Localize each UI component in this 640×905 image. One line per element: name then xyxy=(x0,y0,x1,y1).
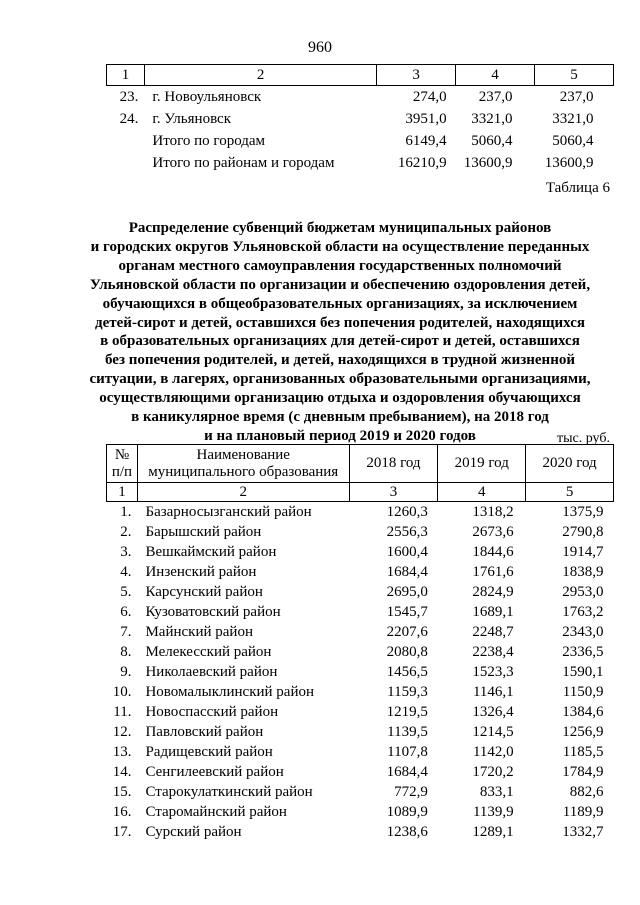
row-number: 8. xyxy=(120,643,132,660)
title-line: без попечения родителей, и детей, находящихся в трудной жизненной xyxy=(104,352,575,369)
value-2018: 1545,7 xyxy=(386,603,428,620)
municipality-name: Майнский район xyxy=(145,623,253,640)
value-2018: 1238,6 xyxy=(386,823,428,840)
value-2020: 882,6 xyxy=(569,783,604,800)
value-2018: 2695,0 xyxy=(386,583,428,600)
value-2018: 1684,4 xyxy=(386,763,428,780)
value-2019: 1146,1 xyxy=(472,683,514,700)
column-number: 4 xyxy=(438,483,526,502)
column-number: 2 xyxy=(137,483,349,502)
table-row xyxy=(107,662,614,682)
row-number: 13. xyxy=(112,743,132,760)
municipality-name: Базарносызганский район xyxy=(145,503,312,520)
municipality-name: Новомалыклинский район xyxy=(145,683,315,700)
row-number: 9. xyxy=(120,663,132,680)
header-row xyxy=(107,445,614,483)
table-row xyxy=(107,742,614,762)
value-2019: 1139,9 xyxy=(472,803,514,820)
municipality-name: Радищевский район xyxy=(145,743,273,760)
value-2019: 1214,5 xyxy=(472,723,514,740)
column-number-row xyxy=(107,65,614,86)
column-number: 2 xyxy=(144,65,376,86)
title-line: в каникулярное время (с дневным пребыванием), на 2018 год xyxy=(131,409,549,426)
total-2020: 13600,9 xyxy=(544,154,594,171)
total-row xyxy=(107,130,614,152)
value-2019: 3321,0 xyxy=(471,110,513,127)
value-2018: 1600,4 xyxy=(386,543,428,560)
value-2019: 1142,0 xyxy=(472,743,514,760)
table-row xyxy=(107,822,614,842)
page-number: 960 xyxy=(308,39,332,56)
value-2020: 1189,9 xyxy=(562,803,604,820)
document-title xyxy=(60,219,620,446)
total-label: Итого по районам и городам xyxy=(152,154,335,171)
value-2020: 2343,0 xyxy=(562,623,604,640)
row-number: 14. xyxy=(112,763,132,780)
municipality-name: Новоспасский район xyxy=(145,703,279,720)
value-2019: 1523,3 xyxy=(472,663,514,680)
value-2019: 1761,6 xyxy=(472,563,514,580)
municipality-name: г. Новоульяновск xyxy=(152,88,262,105)
continuation-table xyxy=(106,64,614,174)
title-line: ситуации, в лагерях, организованных образовательными организациями, xyxy=(89,371,591,388)
header-2018: 2018 год xyxy=(349,445,438,483)
table-row xyxy=(107,108,614,130)
value-2018: 1107,8 xyxy=(387,743,428,760)
value-2018: 2207,6 xyxy=(386,623,428,640)
units-label: тыс. руб. xyxy=(557,431,610,446)
column-number-row xyxy=(107,483,614,502)
row-number: 10. xyxy=(112,683,132,700)
value-2020: 2336,5 xyxy=(562,643,604,660)
value-2019: 1689,1 xyxy=(472,603,514,620)
row-number: 24. xyxy=(119,110,139,127)
value-2019: 1720,2 xyxy=(472,763,514,780)
table-row xyxy=(107,86,614,109)
row-number: 23. xyxy=(119,88,139,105)
header-number: № п/п xyxy=(107,445,138,483)
value-2018: 2080,8 xyxy=(386,643,428,660)
row-number: 6. xyxy=(120,603,132,620)
column-number: 5 xyxy=(526,483,614,502)
municipality-name: Сенгилеевский район xyxy=(145,763,284,780)
value-2019: 1326,4 xyxy=(472,703,514,720)
title-line: и городских округов Ульяновской области на осуществление переданных xyxy=(90,238,590,255)
value-2019: 2824,9 xyxy=(472,583,514,600)
subsidy-table xyxy=(106,444,614,842)
row-number: 7. xyxy=(120,623,132,640)
value-2020: 1256,9 xyxy=(562,723,604,740)
column-number: 3 xyxy=(349,483,438,502)
title-line: органам местного самоуправления государственных полномочий xyxy=(118,257,562,274)
value-2018: 1260,3 xyxy=(386,503,428,520)
value-2020: 1784,9 xyxy=(562,763,604,780)
header-name: Наименование муниципального образования xyxy=(137,445,349,483)
municipality-name: г. Ульяновск xyxy=(152,110,232,127)
municipality-name: Павловский район xyxy=(145,723,264,740)
table-body xyxy=(107,502,614,843)
municipality-name: Николаевский район xyxy=(145,663,278,680)
total-2020: 5060,4 xyxy=(552,132,594,149)
value-2020: 237,0 xyxy=(559,88,594,105)
value-2020: 1185,5 xyxy=(562,743,604,760)
table-row xyxy=(107,782,614,802)
table-row xyxy=(107,522,614,542)
row-number: 3. xyxy=(120,543,132,560)
value-2019: 2248,7 xyxy=(472,623,514,640)
title-line: в образовательных организациях для детей-сирот и детей, оставшихся xyxy=(100,333,580,350)
column-number: 1 xyxy=(107,65,145,86)
value-2018: 1219,5 xyxy=(386,703,428,720)
table-row xyxy=(107,682,614,702)
value-2020: 3321,0 xyxy=(552,110,594,127)
value-2018: 274,0 xyxy=(412,88,447,105)
total-2018: 16210,9 xyxy=(397,154,447,171)
value-2020: 1332,7 xyxy=(562,823,604,840)
table-row xyxy=(107,622,614,642)
title-line: осуществляющими организацию отдыха и оздоровления обучающихся xyxy=(99,390,581,407)
total-row xyxy=(107,152,614,174)
table-row xyxy=(107,762,614,782)
value-2020: 2953,0 xyxy=(562,583,604,600)
value-2018: 1456,5 xyxy=(386,663,428,680)
value-2019: 2238,4 xyxy=(472,643,514,660)
table-row xyxy=(107,702,614,722)
value-2018: 2556,3 xyxy=(386,523,428,540)
table-row xyxy=(107,642,614,662)
municipality-name: Инзенский район xyxy=(145,563,257,580)
total-2018: 6149,4 xyxy=(405,132,447,149)
value-2019: 1844,6 xyxy=(472,543,514,560)
title-line: детей-сирот и детей, оставшихся без попечения родителей, находящихся xyxy=(95,314,585,331)
row-number: 11. xyxy=(113,703,132,720)
title-line: Ульяновской области по организации и обеспечению оздоровления детей, xyxy=(89,276,591,293)
value-2020: 1838,9 xyxy=(562,563,604,580)
municipality-name: Старомайнский район xyxy=(145,803,287,820)
municipality-name: Барышский район xyxy=(145,523,262,540)
row-number: 5. xyxy=(120,583,132,600)
value-2020: 1590,1 xyxy=(562,663,604,680)
value-2019: 1318,2 xyxy=(472,503,514,520)
municipality-name: Кузоватовский район xyxy=(145,603,281,620)
table-row xyxy=(107,562,614,582)
value-2018: 3951,0 xyxy=(405,110,447,127)
table-row xyxy=(107,722,614,742)
table-row xyxy=(107,582,614,602)
title-line: обучающихся в общеобразовательных организациях, за исключением xyxy=(102,295,578,312)
value-2019: 833,1 xyxy=(479,783,514,800)
value-2018: 1089,9 xyxy=(386,803,428,820)
value-2019: 1289,1 xyxy=(472,823,514,840)
value-2019: 2673,6 xyxy=(472,523,514,540)
municipality-name: Карсунский район xyxy=(145,583,263,600)
value-2020: 1914,7 xyxy=(562,543,604,560)
row-number: 17. xyxy=(112,823,132,840)
municipality-name: Вешкаймский район xyxy=(145,543,277,560)
table-row xyxy=(107,602,614,622)
total-label: Итого по городам xyxy=(152,132,266,149)
table-label: Таблица 6 xyxy=(545,180,610,196)
value-2020: 1150,9 xyxy=(562,683,604,700)
value-2018: 1159,3 xyxy=(387,683,428,700)
title-line: Распределение субвенций бюджетам муниципальных районов xyxy=(128,220,552,236)
total-2019: 13600,9 xyxy=(463,154,513,171)
municipality-name: Сурский район xyxy=(145,823,242,840)
value-2018: 772,9 xyxy=(394,783,428,800)
table-row xyxy=(107,542,614,562)
value-2020: 1375,9 xyxy=(562,503,604,520)
table-row xyxy=(107,802,614,822)
row-number: 12. xyxy=(112,723,132,740)
row-number: 2. xyxy=(120,523,132,540)
value-2020: 1384,6 xyxy=(562,703,604,720)
municipality-name: Старокулаткинский район xyxy=(145,783,313,800)
value-2020: 2790,8 xyxy=(562,523,604,540)
row-number: 15. xyxy=(112,783,132,800)
row-number: 4. xyxy=(120,563,132,580)
header-2019: 2019 год xyxy=(438,445,526,483)
total-2019: 5060,4 xyxy=(471,132,513,149)
value-2019: 237,0 xyxy=(478,88,513,105)
column-number: 1 xyxy=(107,483,138,502)
table-row xyxy=(107,502,614,523)
municipality-name: Мелекесский район xyxy=(145,643,272,660)
column-number: 5 xyxy=(535,65,614,86)
title-line: и на плановый период 2019 и 2020 годов xyxy=(204,427,476,444)
value-2018: 1139,5 xyxy=(387,723,428,740)
column-number: 4 xyxy=(456,65,535,86)
column-number: 3 xyxy=(377,65,456,86)
row-number: 1. xyxy=(120,503,132,520)
value-2020: 1763,2 xyxy=(562,603,604,620)
row-number: 16. xyxy=(112,803,132,820)
value-2018: 1684,4 xyxy=(386,563,428,580)
header-2020: 2020 год xyxy=(526,445,614,483)
